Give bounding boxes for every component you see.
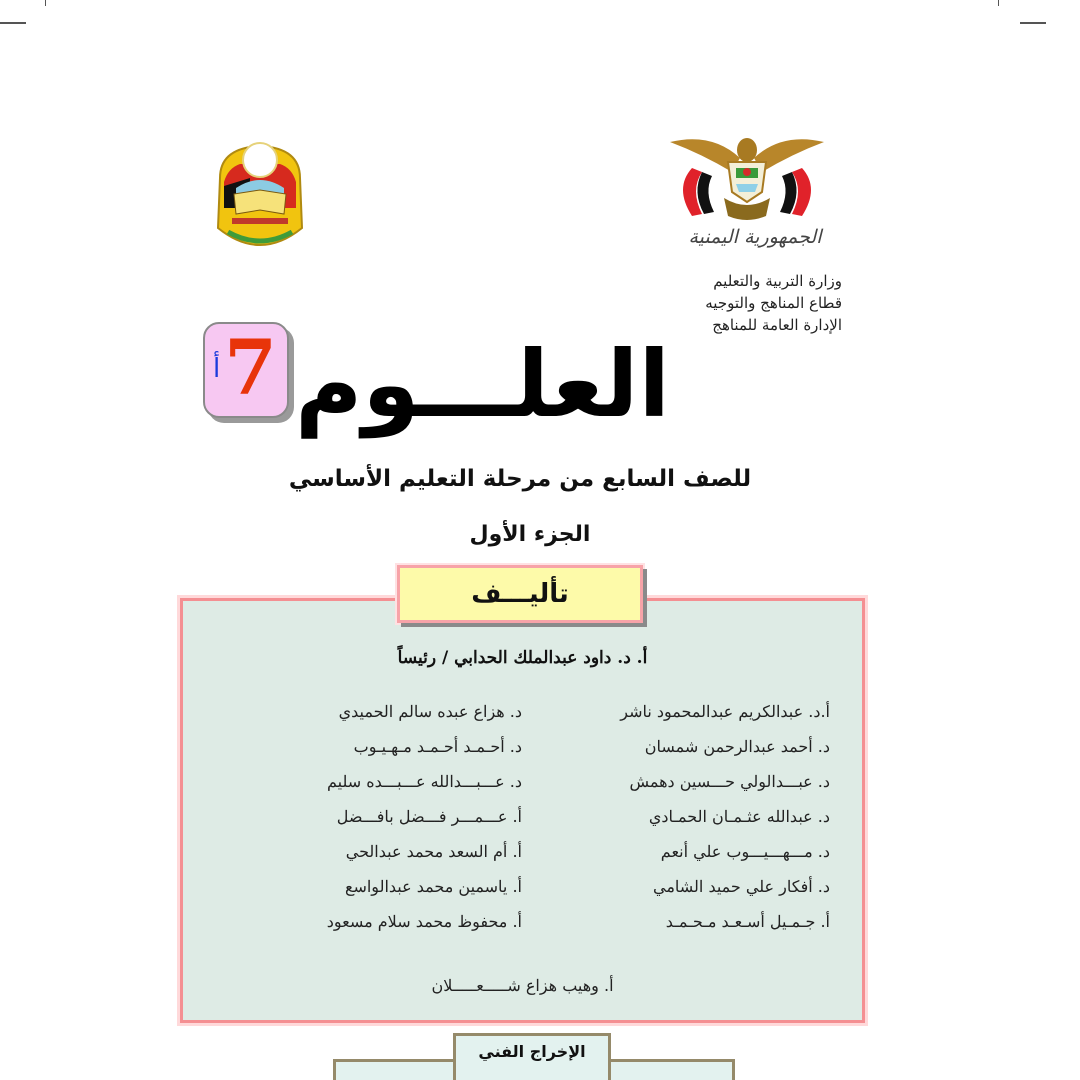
author-item: د. عبدالله عثـمـان الحمـادي [648, 807, 830, 826]
ministry-line: وزارة التربية والتعليم [713, 272, 842, 290]
sector-line: قطاع المناهج والتوجيه [705, 294, 842, 312]
subtitle: للصف السابع من مرحلة التعليم الأساسي [288, 466, 752, 492]
authors-left-column [222, 694, 522, 939]
crop-mark-top-left [0, 22, 26, 24]
technical-label: الإخراج الفني [478, 1042, 586, 1061]
authors-tab [397, 565, 643, 623]
country-name: الجمهورية اليمنية [688, 226, 822, 248]
author-item: د. أفكار علي حميد الشامي [652, 877, 830, 896]
author-item: د. مـــهـــيـــوب علي أنعم [660, 842, 830, 861]
author-item: د. عبـــدالولي حـــسين دهمش [629, 772, 830, 791]
author-item: أ.د. عبدالكريم عبدالمحمود ناشر [620, 702, 830, 721]
author-item: أ. أم السعد محمد عبدالحي [345, 842, 522, 861]
crop-mark-top-right [1020, 22, 1046, 24]
yemen-coat-of-arms-icon [662, 128, 832, 228]
head-author: أ. د. داود عبدالملك الحدابي / رئيساً [397, 648, 648, 668]
author-item: أ. محفوظ محمد سلام مسعود [326, 912, 522, 931]
authors-label: تأليـــف [471, 579, 569, 609]
author-item: د. أحمد عبدالرحمن شمسان [644, 737, 830, 756]
grade-badge [203, 322, 289, 418]
author-item: أ. جـمـيل أسـعـد مـحـمـد [665, 912, 830, 931]
authors-right-column [540, 694, 830, 939]
author-item: أ. ياسمين محمد عبدالواسع [344, 877, 522, 896]
technical-tab [453, 1033, 611, 1080]
crop-mark-top-right-vertical [998, 0, 999, 6]
grade-number: 7 [224, 323, 277, 412]
crop-mark-top-left-vertical [45, 0, 46, 6]
subject-title: العلـــوم [294, 331, 670, 438]
author-item: د. عـــبـــدالله عـــبـــده سليم [326, 772, 522, 791]
department-line: الإدارة العامة للمناهج [712, 316, 842, 334]
part-label: الجزء الأول [469, 522, 591, 547]
author-item: د. أحـمـد أحـمـد مـهـيـوب [353, 737, 522, 756]
ministry-block [705, 270, 842, 336]
ministry-of-education-logo-icon [210, 138, 310, 258]
last-author: أ. وهيب هزاع شـــــعـــــلان [431, 976, 614, 995]
author-item: أ. عـــمـــر فـــضل بافـــضل [336, 807, 522, 826]
author-item: د. هزاع عبده سالم الحميدي [338, 702, 522, 721]
grade-letter: أ [213, 354, 221, 384]
